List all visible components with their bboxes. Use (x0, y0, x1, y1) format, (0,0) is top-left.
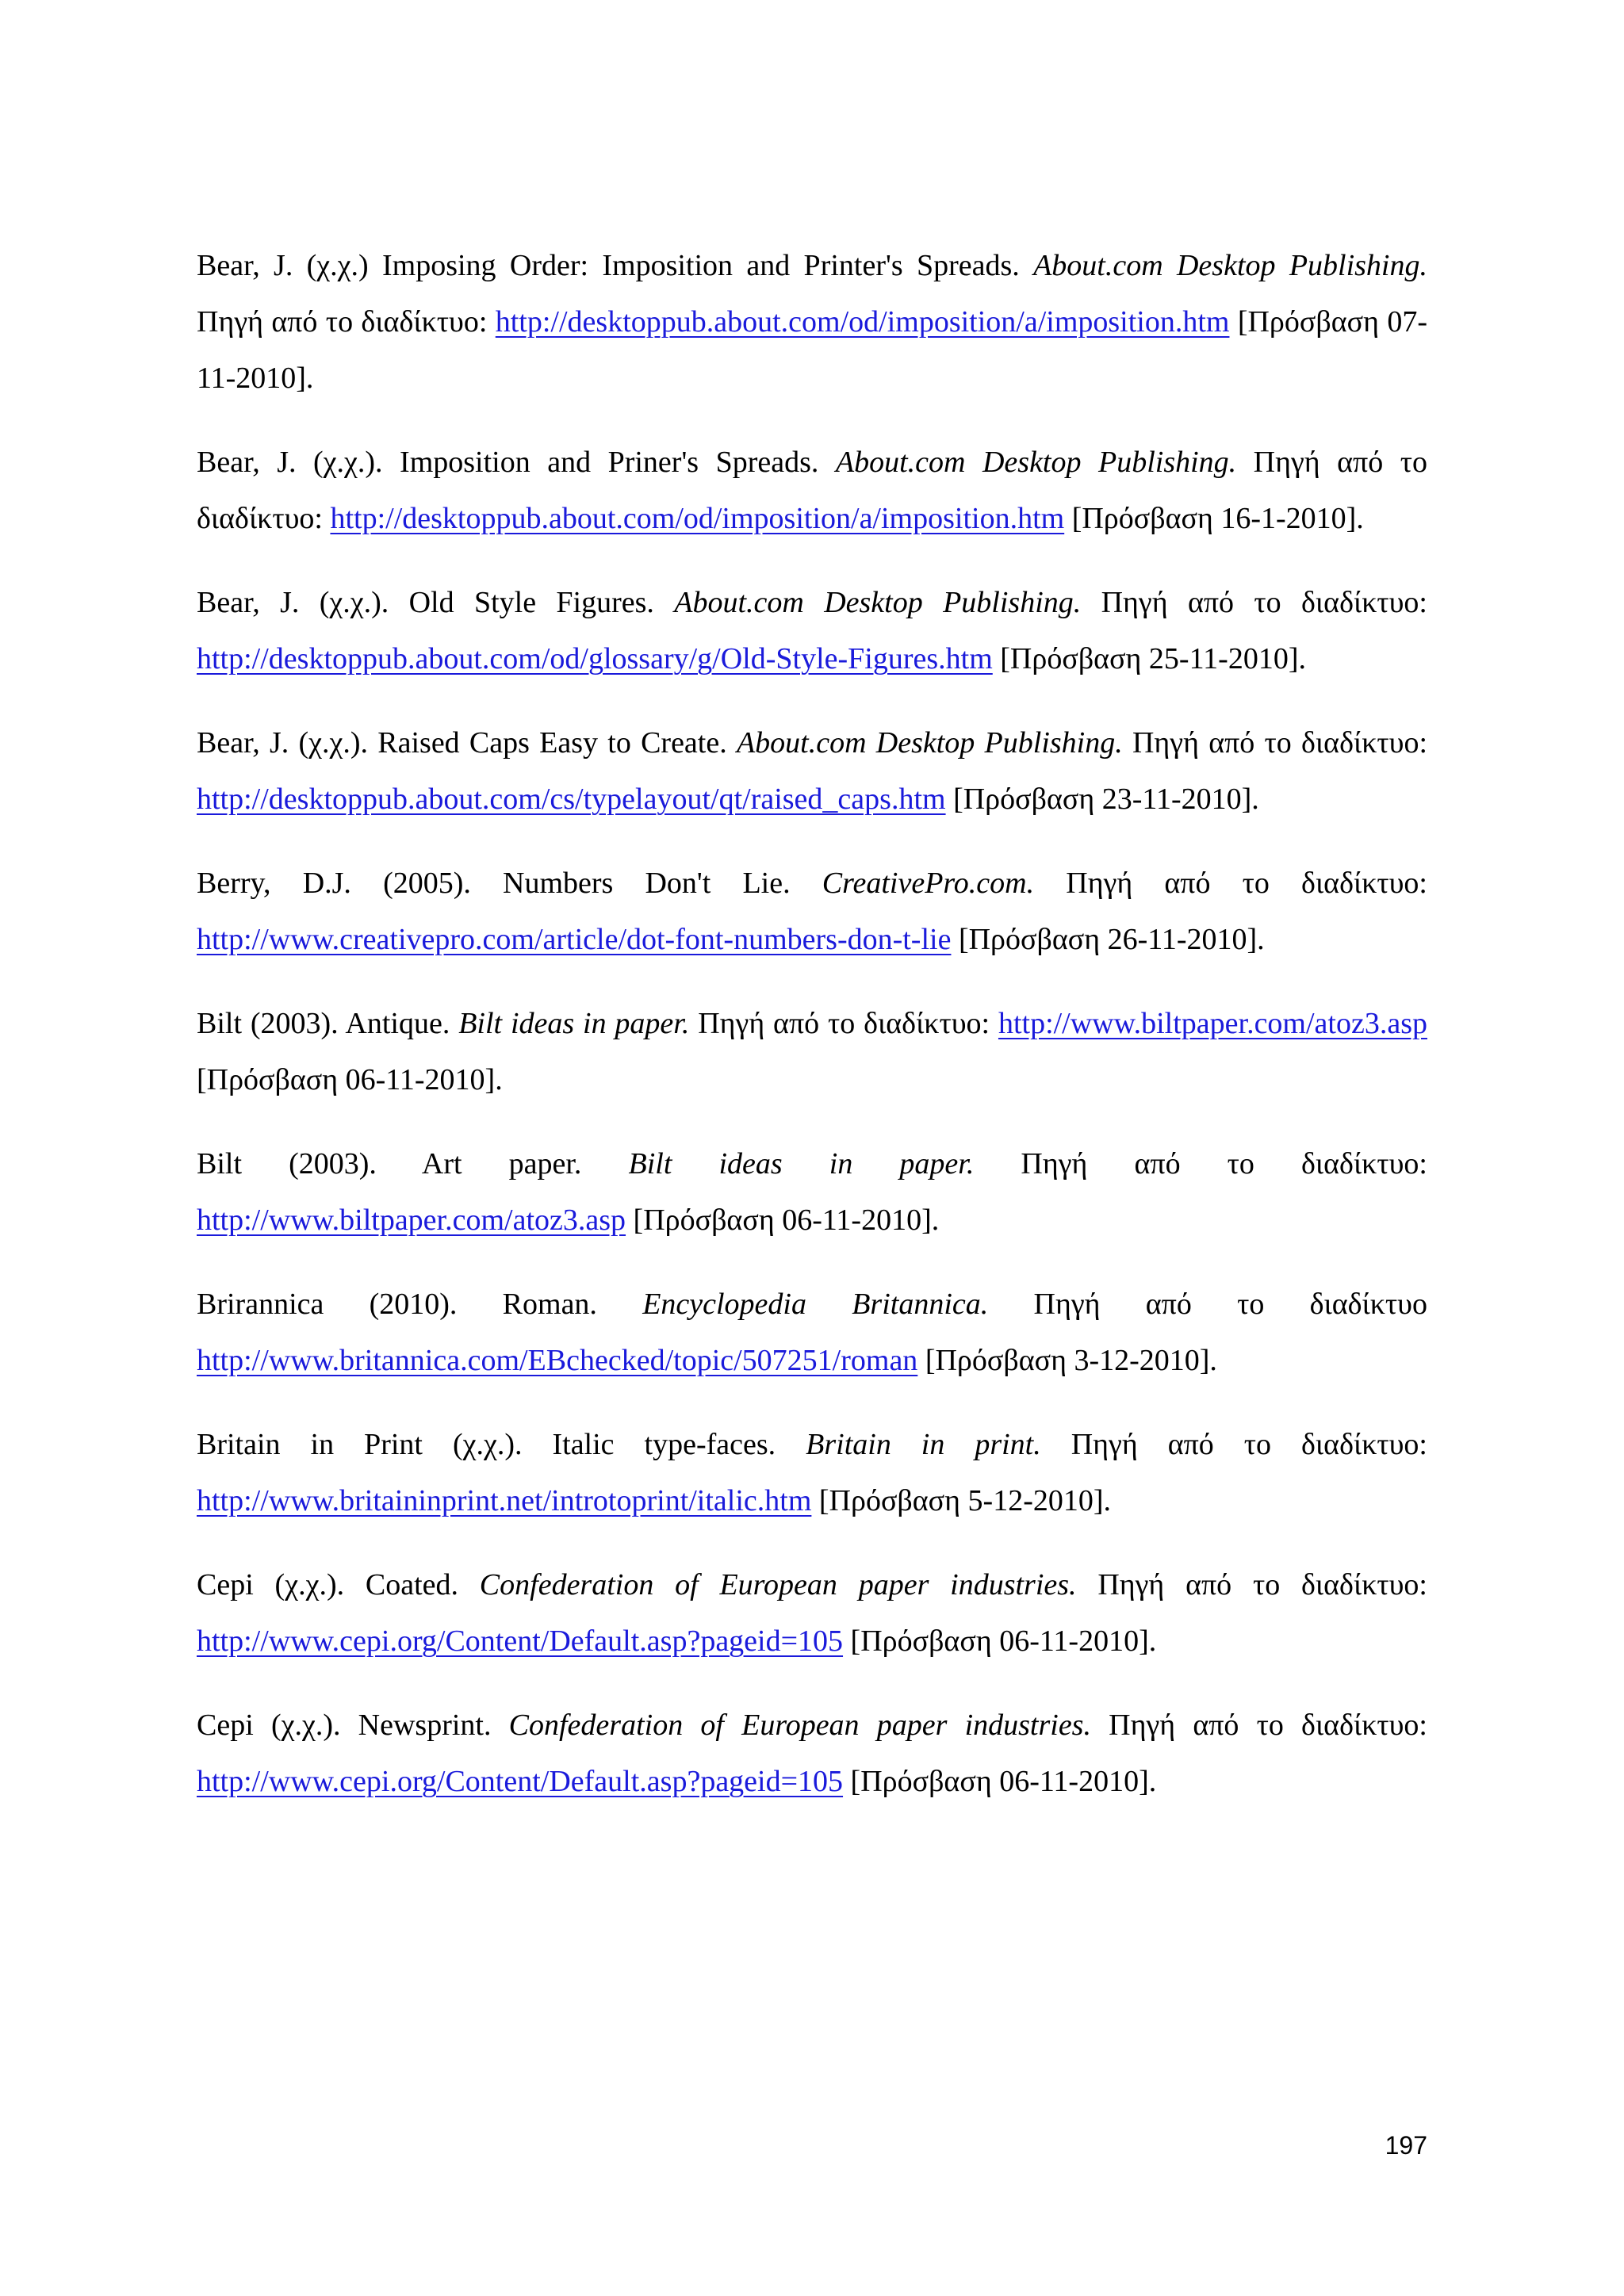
reference-text: Bear, J. (χ.χ.). Raised Caps Easy to Create. (197, 726, 737, 760)
reference-text: Πηγή από το διαδίκτυο: (689, 1007, 998, 1040)
page-number: 197 (1385, 2131, 1427, 2160)
reference-entry (197, 1697, 1427, 1810)
reference-source: Encyclopedia Britannica. (642, 1288, 989, 1321)
access-date: [Πρόσβαση 25-11-2010]. (992, 642, 1306, 675)
reference-link[interactable]: http://www.britaininprint.net/introtoprint/italic.htm (197, 1484, 812, 1517)
reference-text: Πηγή από το διαδίκτυο: (1034, 867, 1427, 900)
reference-text: Πηγή από το διαδίκτυο: (1040, 1428, 1427, 1461)
reference-source: Britain in print. (806, 1428, 1041, 1461)
reference-text: Bilt (2003). Antique. (197, 1007, 459, 1040)
access-date: [Πρόσβαση 06-11-2010]. (197, 1063, 503, 1096)
reference-text: Bear, J. (χ.χ.) Imposing Order: Imposition and Printer's Spreads. (197, 249, 1034, 282)
reference-text: Bear, J. (χ.χ.). Imposition and Priner's Spreads. (197, 446, 836, 479)
reference-text: Bear, J. (χ.χ.). Old Style Figures. (197, 586, 675, 619)
reference-entry (197, 238, 1427, 407)
reference-link[interactable]: http://www.cepi.org/Content/Default.asp?pageid=105 (197, 1624, 844, 1658)
reference-text: Berry, D.J. (2005). Numbers Don't Lie. (197, 867, 822, 900)
reference-text: Britain in Print (χ.χ.). Italic type-faces. (197, 1428, 806, 1461)
reference-source: Confederation of European paper industries. (479, 1568, 1077, 1601)
reference-source: Bilt ideas in paper. (458, 1007, 690, 1040)
reference-entry (197, 575, 1427, 687)
reference-entry (197, 1276, 1427, 1389)
access-date: [Πρόσβαση 06-11-2010]. (626, 1203, 940, 1237)
reference-link[interactable]: http://www.cepi.org/Content/Default.asp?pageid=105 (197, 1765, 844, 1798)
reference-source: Confederation of European paper industries. (508, 1709, 1091, 1742)
reference-source: Bilt ideas in paper. (628, 1147, 975, 1181)
reference-entry (197, 996, 1427, 1108)
access-date: [Πρόσβαση 3-12-2010]. (917, 1344, 1217, 1377)
reference-text: Πηγή από το διαδίκτυο: (974, 1147, 1427, 1181)
reference-source: CreativePro.com. (822, 867, 1035, 900)
reference-text: Πηγή από το διαδίκτυο: (1081, 586, 1427, 619)
access-date: [Πρόσβαση 06-11-2010]. (843, 1624, 1157, 1658)
reference-source: About.com Desktop Publishing. (736, 726, 1123, 760)
reference-text: Πηγή από το διαδίκτυο: (1122, 726, 1427, 760)
access-date: [Πρόσβαση 5-12-2010]. (811, 1484, 1111, 1517)
reference-entry (197, 1417, 1427, 1529)
access-date: [Πρόσβαση 26-11-2010]. (951, 923, 1265, 956)
reference-entry (197, 1557, 1427, 1670)
access-date: [Πρόσβαση 07-11-2010]. (197, 305, 1427, 395)
reference-text: Πηγή από το διαδίκτυο: (197, 305, 496, 339)
reference-link[interactable]: http://www.biltpaper.com/atoz3.asp (998, 1007, 1427, 1040)
access-date: [Πρόσβαση 16-1-2010]. (1064, 502, 1364, 535)
reference-text: Πηγή από το διαδίκτυο: (1076, 1568, 1427, 1601)
reference-entry (197, 855, 1427, 968)
reference-link[interactable]: http://desktoppub.about.com/od/imposition/a/imposition.htm (495, 305, 1230, 339)
reference-entry (197, 434, 1427, 547)
reference-source: About.com Desktop Publishing. (1033, 249, 1427, 282)
reference-text: Cepi (χ.χ.). Coated. (197, 1568, 480, 1601)
reference-entry (197, 1136, 1427, 1249)
access-date: [Πρόσβαση 06-11-2010]. (843, 1765, 1157, 1798)
reference-text: Πηγή από το διαδίκτυο: (197, 446, 1428, 535)
reference-link[interactable]: http://www.creativepro.com/article/dot-font-numbers-don-t-lie (197, 923, 952, 956)
reference-link[interactable]: http://desktoppub.about.com/od/glossary/g/Old-Style-Figures.htm (197, 642, 993, 675)
reference-list (197, 238, 1427, 1838)
reference-link[interactable]: http://desktoppub.about.com/cs/typelayout/qt/raised_caps.htm (197, 783, 946, 816)
reference-link[interactable]: http://desktoppub.about.com/od/imposition/a/imposition.htm (330, 502, 1065, 535)
access-date: [Πρόσβαση 23-11-2010]. (945, 783, 1259, 816)
reference-text: Bilt (2003). Art paper. (197, 1147, 629, 1181)
reference-entry (197, 715, 1427, 828)
reference-link[interactable]: http://www.biltpaper.com/atoz3.asp (197, 1203, 626, 1237)
reference-text: Πηγή από το διαδίκτυο: (1090, 1709, 1427, 1742)
reference-source: About.com Desktop Publishing. (674, 586, 1082, 619)
reference-text: Brirannica (2010). Roman. (197, 1288, 643, 1321)
reference-link[interactable]: http://www.britannica.com/EBchecked/topic/507251/roman (197, 1344, 918, 1377)
reference-source: About.com Desktop Publishing. (835, 446, 1237, 479)
reference-text: Cepi (χ.χ.). Newsprint. (197, 1709, 509, 1742)
reference-text: Πηγή από το διαδίκτυο (988, 1288, 1427, 1321)
